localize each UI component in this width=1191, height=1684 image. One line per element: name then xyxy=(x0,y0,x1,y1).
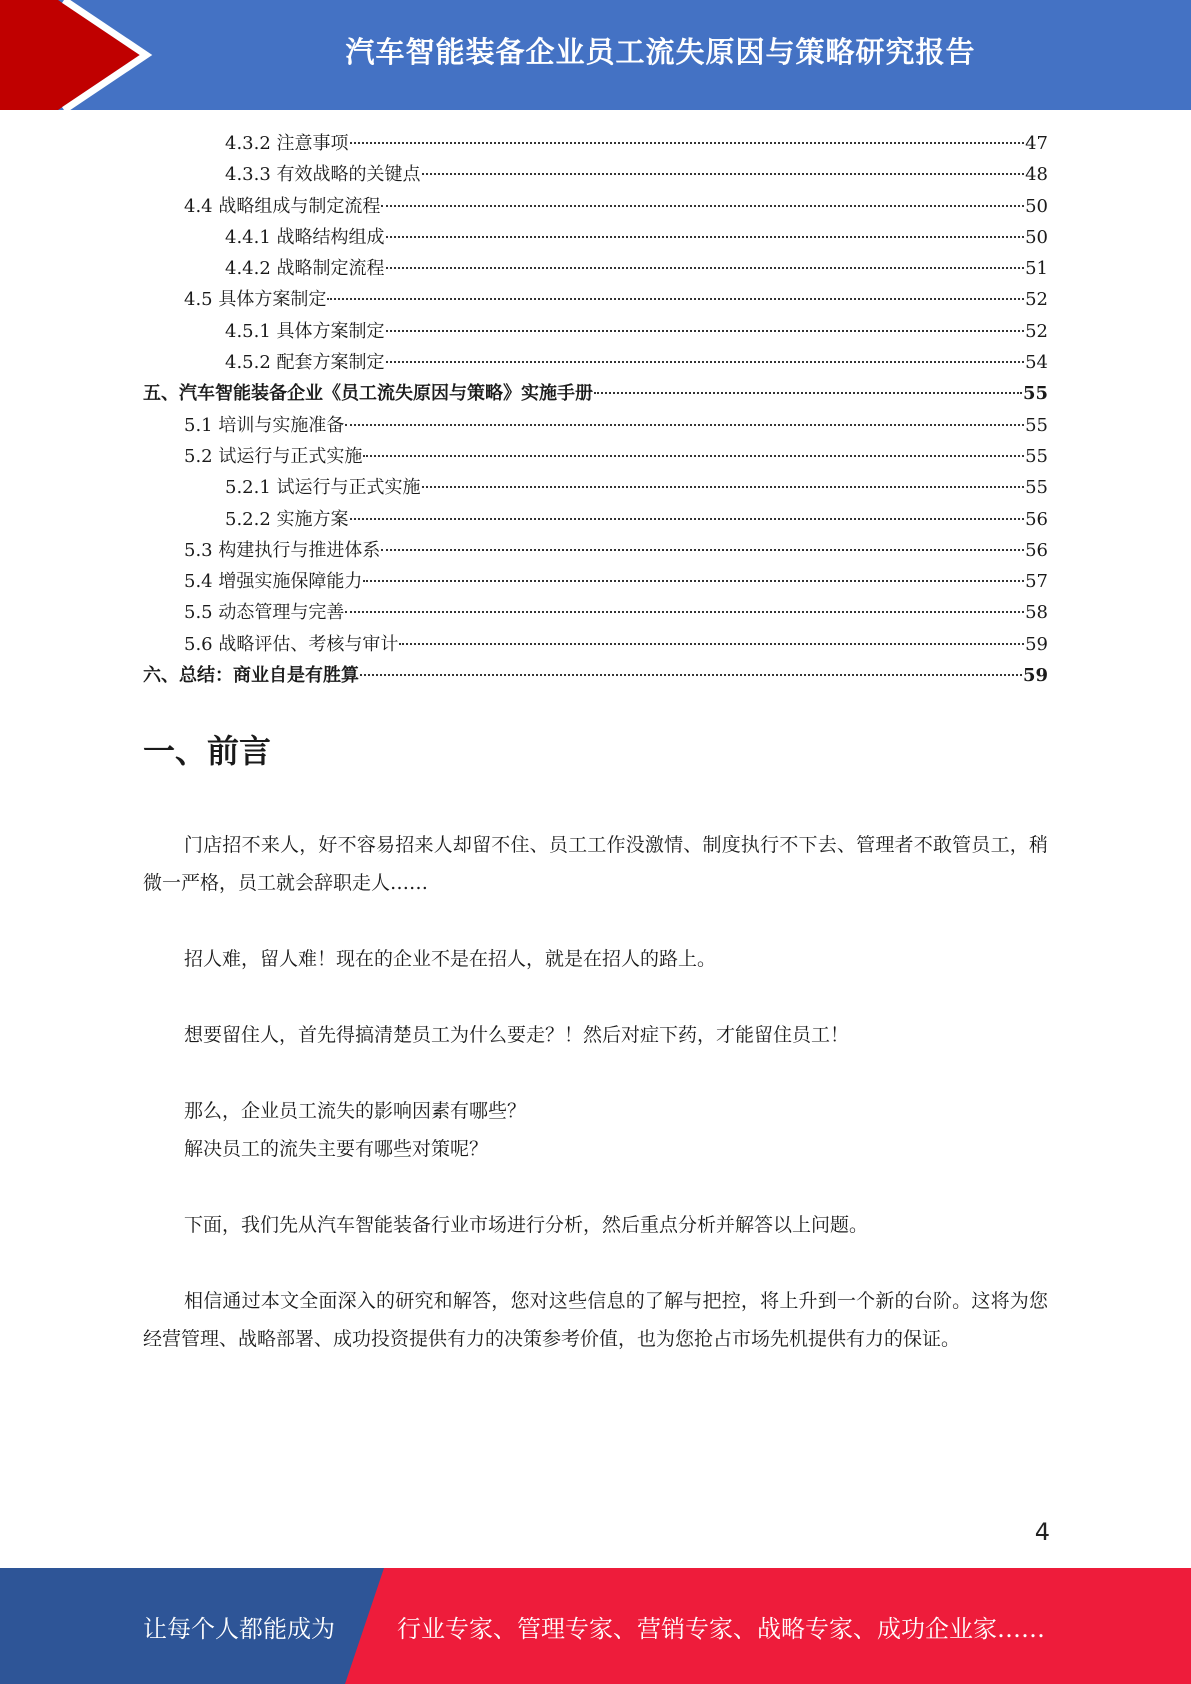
toc-dot-leader xyxy=(345,424,1024,426)
paragraph-spacer xyxy=(143,902,1048,940)
toc-entry xyxy=(143,378,1048,409)
toc-entry-title: 4.4 战略组成与制定流程 xyxy=(184,195,381,217)
header-title: 汽车智能装备企业员工流失原因与策略研究报告 xyxy=(345,34,976,69)
toc-entry xyxy=(143,347,1048,378)
toc-entry-page: 50 xyxy=(1025,226,1048,248)
toc-entry-page: 56 xyxy=(1025,539,1048,561)
section-heading: 一、前言 xyxy=(143,732,272,770)
paragraph-spacer xyxy=(143,1054,1048,1092)
toc-entry xyxy=(143,128,1048,159)
toc-dot-leader xyxy=(386,267,1025,269)
page-header xyxy=(0,0,1191,110)
toc-dot-leader xyxy=(350,518,1025,520)
toc-entry-page: 52 xyxy=(1025,289,1048,311)
toc-dot-leader xyxy=(363,455,1024,457)
toc-dot-leader xyxy=(399,643,1024,645)
toc-entry-page: 58 xyxy=(1025,602,1048,624)
toc-entry-page: 59 xyxy=(1025,633,1048,655)
body-paragraph: 想要留住人，首先得搞清楚员工为什么要走？！然后对症下药，才能留住员工！ xyxy=(184,1024,850,1046)
toc-entry xyxy=(143,316,1048,347)
body-text xyxy=(143,826,1048,1358)
page-footer xyxy=(0,1568,1191,1684)
paragraph-spacer xyxy=(143,1168,1048,1206)
toc-entry xyxy=(143,410,1048,441)
footer-slogan-left: 让每个人都能成为 xyxy=(143,1614,335,1643)
toc-entry-page: 54 xyxy=(1025,352,1048,374)
toc-entry-page: 55 xyxy=(1025,414,1048,436)
toc-entry xyxy=(143,284,1048,315)
page-number: 4 xyxy=(1034,1518,1050,1546)
toc-entry-page: 51 xyxy=(1025,258,1048,280)
body-paragraph: 相信通过本文全面深入的研究和解答，您对这些信息的了解与把控，将上升到一个新的台阶。这将为您经营管理、战略部署、成功投资提供有力的决策参考价值，也为您抢占市场先机提供有力的保证。 xyxy=(143,1290,1048,1350)
toc-entry xyxy=(143,159,1048,190)
footer-slogan-right: 行业专家、管理专家、营销专家、战略专家、成功企业家…… xyxy=(397,1614,1045,1643)
toc-entry-title: 5.2.1 试运行与正式实施 xyxy=(225,477,421,499)
toc-entry-page: 57 xyxy=(1025,571,1048,593)
toc-entry-page: 48 xyxy=(1025,164,1048,186)
toc-entry-page: 56 xyxy=(1025,508,1048,530)
toc-entry-title: 4.4.2 战略制定流程 xyxy=(225,258,385,280)
toc-entry-title: 5.4 增强实施保障能力 xyxy=(184,571,363,593)
toc-entry-page: 55 xyxy=(1025,445,1048,467)
body-paragraph: 招人难，留人难！现在的企业不是在招人，就是在招人的路上。 xyxy=(184,948,717,970)
toc-dot-leader xyxy=(360,674,1022,676)
toc-entry-title: 4.5 具体方案制定 xyxy=(184,289,327,311)
toc-entry xyxy=(143,629,1048,660)
toc-dot-leader xyxy=(386,236,1025,238)
toc-entry-page: 59 xyxy=(1022,665,1048,687)
toc-entry-page: 47 xyxy=(1025,133,1048,154)
toc-entry-title: 5.3 构建执行与推进体系 xyxy=(184,539,381,561)
toc-entry-title: 5.6 战略评估、考核与审计 xyxy=(184,633,399,655)
toc-dot-leader xyxy=(386,330,1025,332)
toc-dot-leader xyxy=(381,549,1024,551)
table-of-contents xyxy=(143,128,1048,691)
toc-entry xyxy=(143,597,1048,628)
body-paragraph: 下面，我们先从汽车智能装备行业市场进行分析，然后重点分析并解答以上问题。 xyxy=(184,1214,869,1236)
toc-entry-title: 4.4.1 战略结构组成 xyxy=(225,226,385,248)
toc-entry xyxy=(143,504,1048,535)
toc-entry-title: 4.5.2 配套方案制定 xyxy=(225,352,385,374)
toc-entry xyxy=(143,253,1048,284)
paragraph-spacer xyxy=(143,1244,1048,1282)
toc-dot-leader xyxy=(422,486,1025,488)
toc-entry-title: 六、总结：商业自是有胜算 xyxy=(143,665,359,687)
toc-entry xyxy=(143,535,1048,566)
toc-dot-leader xyxy=(350,142,1025,144)
toc-entry-page: 52 xyxy=(1025,320,1048,342)
toc-entry-page: 55 xyxy=(1025,477,1048,499)
toc-dot-leader xyxy=(345,611,1024,613)
paragraph-spacer xyxy=(143,978,1048,1016)
toc-entry-page: 50 xyxy=(1025,195,1048,217)
toc-entry xyxy=(143,191,1048,222)
toc-dot-leader xyxy=(386,361,1025,363)
toc-entry-title: 4.5.1 具体方案制定 xyxy=(225,320,385,342)
toc-entry-title: 5.2.2 实施方案 xyxy=(225,508,349,530)
body-paragraph: 门店招不来人，好不容易招来人却留不住、员工工作没激情、制度执行不下去、管理者不敢管员工，稍微一严格，员工就会辞职走人…… xyxy=(143,834,1048,894)
toc-dot-leader xyxy=(327,298,1024,300)
toc-entry-title: 五、汽车智能装备企业《员工流失原因与策略》实施手册 xyxy=(143,383,593,405)
toc-dot-leader xyxy=(363,580,1024,582)
body-paragraph: 那么，企业员工流失的影响因素有哪些？ xyxy=(184,1100,527,1122)
toc-dot-leader xyxy=(422,173,1025,175)
toc-entry xyxy=(143,441,1048,472)
toc-entry-page: 55 xyxy=(1022,383,1048,405)
toc-entry-title: 4.3.2 注意事项 xyxy=(225,133,349,154)
toc-entry xyxy=(143,660,1048,691)
toc-entry-title: 5.1 培训与实施准备 xyxy=(184,414,345,436)
toc-entry-title: 4.3.3 有效战略的关键点 xyxy=(225,164,421,186)
toc-dot-leader xyxy=(381,205,1024,207)
toc-dot-leader xyxy=(594,392,1022,394)
toc-entry xyxy=(143,566,1048,597)
toc-entry-title: 5.5 动态管理与完善 xyxy=(184,602,345,624)
toc-entry xyxy=(143,472,1048,503)
toc-entry-title: 5.2 试运行与正式实施 xyxy=(184,445,363,467)
toc-entry xyxy=(143,222,1048,253)
body-paragraph: 解决员工的流失主要有哪些对策呢？ xyxy=(184,1138,489,1160)
header-red-chevron xyxy=(0,0,140,110)
